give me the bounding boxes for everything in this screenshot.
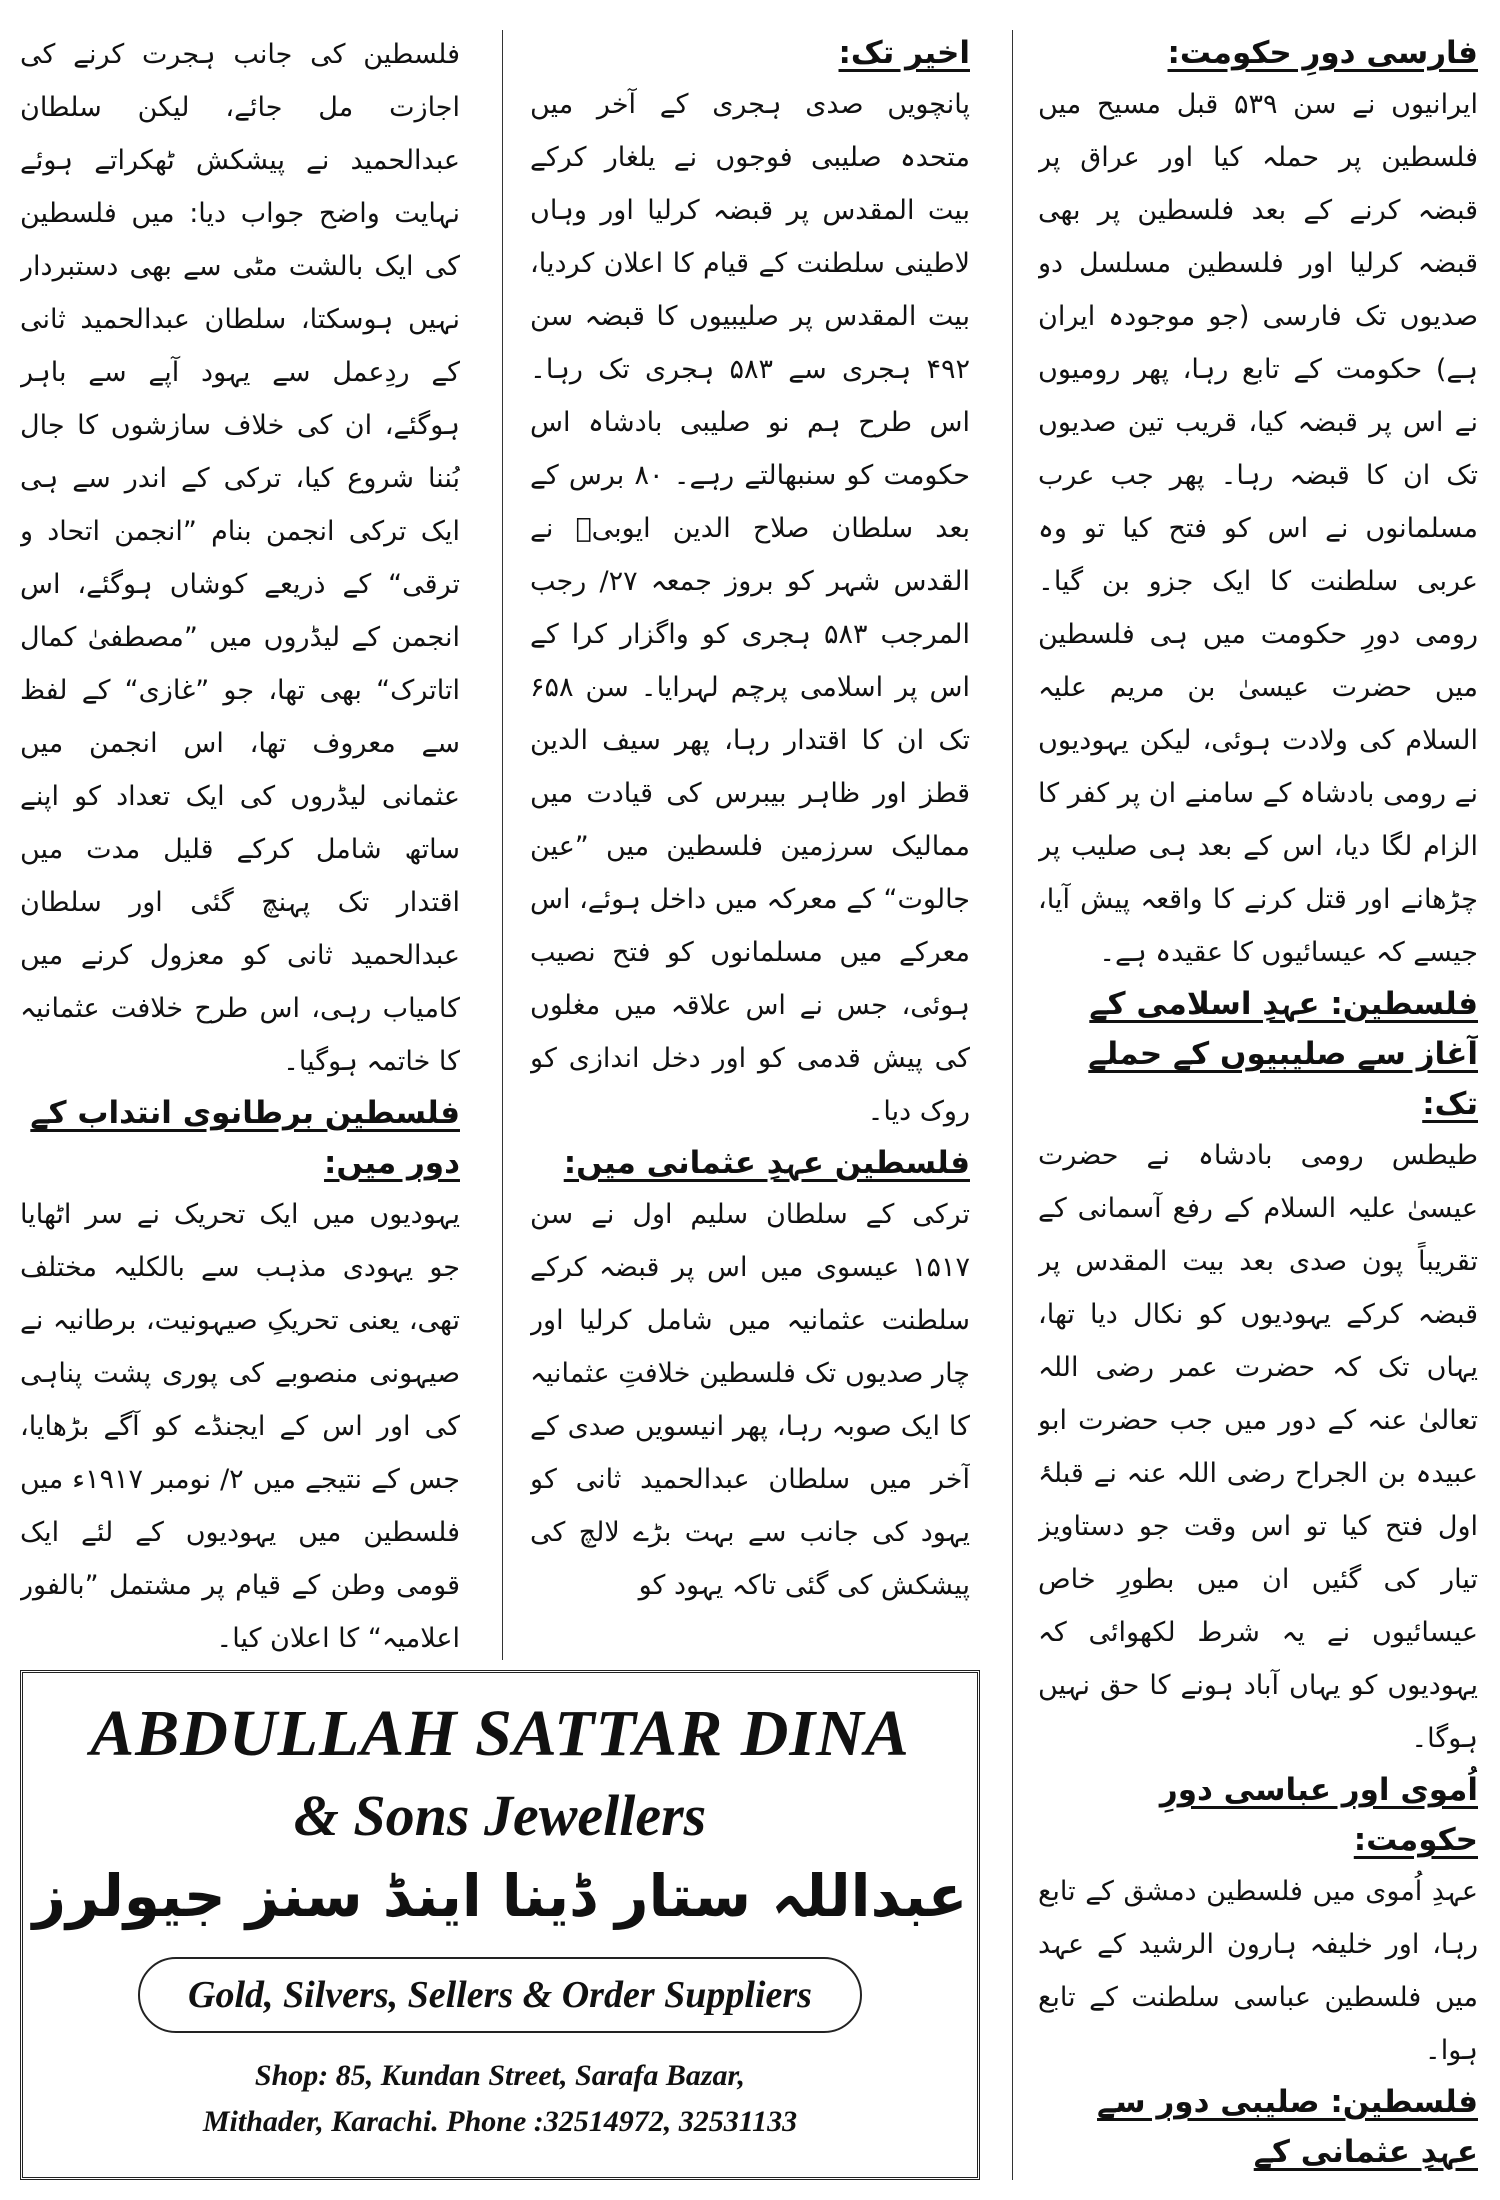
section-body: طیطس رومی بادشاہ نے حضرت عیسیٰ علیہ السلام کے رفع آسمانی کے تقریباً پون صدی بعد بیت المقدس پر قبضہ کرکے یہودیوں کو نکال دیا تھا، یہاں تک کہ حضرت عمر رضی اللہ تعالیٰ عنہ کے دور میں جب حضرت ابو عبیدہ بن الجراح رضی اللہ عنہ نے قبلۂ اول فتح کیا تو اس وقت جو دستاویز تیار کی گئیں ان میں بطورِ خاص عیسائیوں نے یہ شرط لکھوائی کہ یہودیوں کو یہاں آباد ہونے کا حق نہیں ہوگا۔ [1038, 1140, 1478, 1754]
ad-services-badge: Gold, Silvers, Sellers & Order Suppliers [138, 1957, 862, 2033]
ad-business-name: ABDULLAH SATTAR DINA [90, 1697, 910, 1770]
section-heading: اخیر تک: [838, 35, 970, 71]
ad-address [23, 2053, 977, 2145]
section-heading: فلسطین برطانوی انتداب کے دور میں: [30, 1095, 460, 1181]
ad-address-line: Shop: 85, Kundan Street, Sarafa Bazar, [254, 2059, 746, 2092]
section-heading: فلسطین: صلیبی دور سے عہدِ عثمانی کے [1097, 2084, 1478, 2170]
section-heading: فلسطین عہدِ عثمانی میں: [563, 1145, 970, 1181]
article-column-left [20, 28, 460, 1678]
ad-business-subtitle: & Sons Jewellers [293, 1783, 707, 1848]
section-body: یہودیوں میں ایک تحریک نے سر اٹھایا جو یہودی مذہب سے بالکلیہ مختلف تھی، یعنی تحریکِ صیہونیت، برطانیہ نے صیہونی منصوبے کی پوری پشت پناہی کی اور اس کے ایجنڈے کو آگے بڑھایا، جس کے نتیجے میں ۲/ نومبر ۱۹۱۷ء میں فلسطین میں یہودیوں کے لئے ایک قومی وطن کے قیام پر مشتمل ”بالفور اعلامیہ“ کا اعلان کیا۔ [20, 1199, 460, 1654]
section-heading: فارسی دورِ حکومت: [1167, 35, 1478, 71]
article-column-middle [530, 28, 970, 1678]
section-body: ترکی کے سلطان سلیم اول نے سن ۱۵۱۷ عیسوی میں اس پر قبضہ کرکے سلطنت عثمانیہ میں شامل کرلیا اور چار صدیوں تک فلسطین خلافتِ عثمانیہ کا ایک صوبہ رہا، پھر انیسویں صدی کے آخر میں سلطان عبدالحمید ثانی کو یہود کی جانب سے بہت بڑے لالچ کی پیشکش کی گئی تاکہ یہود کو [530, 1199, 970, 1601]
column-divider [502, 30, 503, 1660]
section-body: فلسطین کی جانب ہجرت کرنے کی اجازت مل جائے، لیکن سلطان عبدالحمید نے پیشکش ٹھکراتے ہوئے نہایت واضح جواب دیا: میں فلسطین کی ایک بالشت مٹی سے بھی دستبردار نہیں ہوسکتا، سلطان عبدالحمید ثانی کے ردِعمل سے یہود آپے سے باہر ہوگئے، ان کی خلاف سازشوں کا جال بُننا شروع کیا، ترکی کے اندر سے ہی ایک ترکی انجمن بنام ”انجمن اتحاد و ترقی“ کے ذریعے کوشاں ہوگئے، اس انجمن کے لیڈروں میں ”مصطفیٰ کمال اتاترک“ بھی تھا، جو ”غازی“ کے لفظ سے معروف تھا، اس انجمن میں عثمانی لیڈروں کی ایک تعداد کو اپنے ساتھ شامل کرکے قلیل مدت میں اقتدار تک پہنچ گئی اور سلطان عبدالحمید ثانی کو معزول کرنے میں کامیاب رہی، اس طرح خلافت عثمانیہ کا خاتمہ ہوگیا۔ [20, 39, 460, 1077]
jeweller-advertisement [20, 1670, 980, 2180]
section-heading: اُموی اور عباسی دورِ حکومت: [1159, 1772, 1478, 1858]
column-divider [1012, 30, 1013, 2180]
section-body: پانچویں صدی ہجری کے آخر میں متحدہ صلیبی فوجوں نے یلغار کرکے بیت المقدس پر قبضہ کرلیا اور وہاں لاطینی سلطنت کے قیام کا اعلان کردیا، بیت المقدس پر صلیبیوں کا قبضہ سن ۴۹۲ ہجری سے ۵۸۳ ہجری تک رہا۔ اس طرح ہم نو صلیبی بادشاہ اس حکومت کو سنبھالتے رہے۔ ۸۰ برس کے بعد سلطان صلاح الدین ایوبیؒ نے القدس شہر کو بروز جمعہ ۲۷/ رجب المرجب ۵۸۳ ہجری کو واگزار کرا کے اس پر اسلامی پرچم لہرایا۔ سن ۶۵۸ تک ان کا اقتدار رہا، پھر سیف الدین قطز اور ظاہر بیبرس کی قیادت میں ممالیک سرزمین فلسطین میں ”عین جالوت“ کے معرکہ میں داخل ہوئے، اس معرکے میں مسلمانوں کو فتح نصیب ہوئی، جس نے اس علاقہ میں مغلوں کی پیش قدمی کو اور دخل اندازی کو روک دیا۔ [530, 89, 970, 1127]
section-heading: فلسطین: عہدِ اسلامی کے آغاز سے صلیبیوں کے حملے تک: [1088, 986, 1478, 1122]
section-body: عہدِ اُموی میں فلسطین دمشق کے تابع رہا، اور خلیفہ ہارون الرشید کے عہد میں فلسطین عباسی سلطنت کے تابع ہوا۔ [1038, 1876, 1478, 2066]
ad-business-name-urdu: عبداللہ ستار ڈینا اینڈ سنز جیولرز [32, 1862, 968, 1930]
ad-address-line: Mithader, Karachi. Phone :32514972, 32531133 [202, 2105, 798, 2138]
article-column-right [1038, 28, 1478, 2188]
section-body: ایرانیوں نے سن ۵۳۹ قبل مسیح میں فلسطین پر حملہ کیا اور عراق پر قبضہ کرنے کے بعد فلسطین پر بھی قبضہ کرلیا اور فلسطین مسلسل دو صدیوں تک فارسی (جو موجودہ ایران ہے) حکومت کے تابع رہا، پھر رومیوں نے اس پر قبضہ کیا، قریب تین صدیوں تک ان کا قبضہ رہا۔ پھر جب عرب مسلمانوں نے اس کو فتح کیا تو وہ عربی سلطنت کا ایک جزو بن گیا۔ رومی دورِ حکومت میں ہی فلسطین میں حضرت عیسیٰ بن مریم علیہ السلام کی ولادت ہوئی، لیکن یہودیوں نے رومی بادشاہ کے سامنے ان پر کفر کا الزام لگا دیا، اس کے بعد ہی صلیب پر چڑھانے اور قتل کرنے کا واقعہ پیش آیا، جیسے کہ عیسائیوں کا عقیدہ ہے۔ [1038, 89, 1478, 968]
